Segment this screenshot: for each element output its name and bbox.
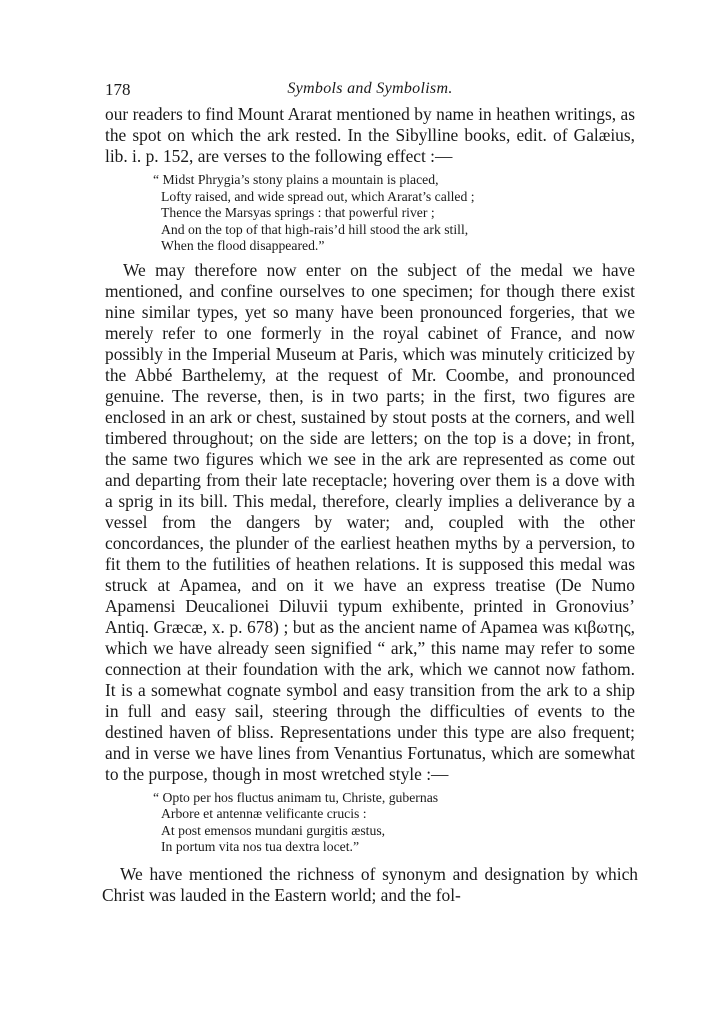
verse-line: Arbore et antennæ velificante crucis : xyxy=(161,806,367,821)
page-number: 178 xyxy=(105,80,131,99)
running-title: Symbols and Symbolism. xyxy=(287,80,453,97)
verse-line: In portum vita nos tua dextra locet.” xyxy=(161,839,360,854)
verse-line: When the flood disappeared.” xyxy=(161,238,325,253)
paragraph-medal: We may therefore now enter on the subject of the medal we have mentioned, and confine ourselves to one specimen; for though there exist nine similar types, yet so many have been pronounced forgeries, that we merely refer to one formerly in the royal cabinet of France, and now possibly in the Imperial Museum at Paris, which was minutely criticized by the Abbé Barthelemy, at the request of Mr. Coombe, and pronounced genuine. The reverse, then, is in two parts; in the first, two figures are enclosed in an ark or chest, sustained by stout posts at the corners, and well timbered throughout; on the side are letters; on the top is a dove; in front, the same two figures which we see in the ark are represented as come out and departing from their late receptacle; hovering over them is a dove with a sprig in its bill. This medal, therefore, clearly implies a deliverance by a vessel from the dangers by water; and, coupled with the other concordances, the plunder of the earliest heathen myths by a perversion, to fit them to the futilities of heathen relations. It is supposed this medal was struck at Apamea, and on it we have an express treatise (De Numo Apamensi Deucalionei Diluvii typum exhibente, printed in Gronovius’ Antiq. Græcæ, x. p. 678) ; but as the ancient name of Apamea was κιβωτης, which we have already seen signified “ ark,” this name may refer to some connection at their foundation with the ark, which we cannot now fathom. It is a somewhat cognate symbol and easy transition from the ark to a ship in full and easy sail, steering through the difficulties of events to the destined haven of bliss. Representations under this type are also frequent; and in verse we have lines from Venantius Fortunatus, which are somewhat to the purpose, though in most wretched style :— xyxy=(105,259,635,784)
paragraph-opening: our readers to find Mount Ararat mentioned by name in heathen writings, as the spot on which the ark rested. In the Sibylline books, edit. of Galæius, lib. i. p. 152, are verses to the following effect :— xyxy=(105,104,635,166)
page-header xyxy=(105,76,635,104)
verse-line: Lofty raised, and wide spread out, which Ararat’s called ; xyxy=(161,188,475,204)
verse-quote-venantius xyxy=(153,790,635,856)
verse-line: “ Opto per hos fluctus animam tu, Christe, gubernas xyxy=(153,789,439,805)
verse-quote-sibylline xyxy=(153,172,635,255)
verse-line: At post emensos mundani gurgitis æstus, xyxy=(161,822,386,838)
verse-line: And on the top of that high-rais’d hill stood the ark still, xyxy=(161,221,469,237)
verse-line: “ Midst Phrygia’s stony plains a mountain is placed, xyxy=(153,172,439,187)
book-page xyxy=(102,76,638,906)
paragraph-closing: We have mentioned the richness of synonym and designation by which Christ was lauded in the Eastern world; and the fol- xyxy=(102,863,638,905)
verse-line: Thence the Marsyas springs : that powerful river ; xyxy=(161,205,435,220)
